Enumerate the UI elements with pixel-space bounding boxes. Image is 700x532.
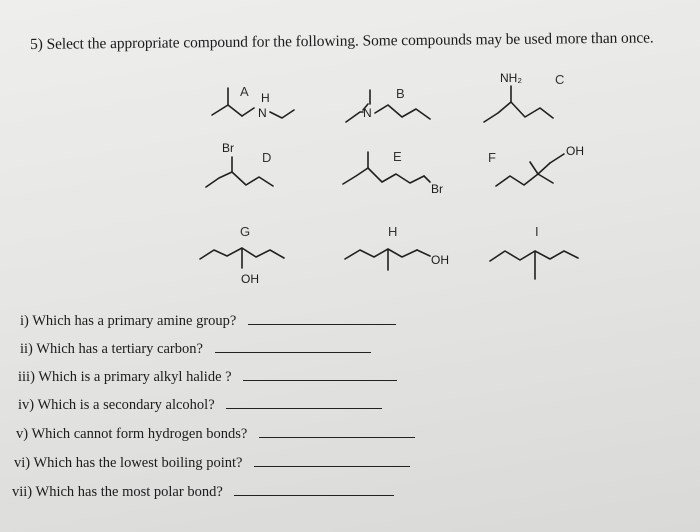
question-number: vii) [12, 484, 33, 500]
compound-i [490, 224, 578, 279]
compound-a-atom-n: N [258, 106, 267, 120]
question-text: Which has a primary amine group? [32, 313, 237, 329]
question-number: iv) [18, 397, 35, 413]
compound-b-bond [375, 105, 430, 119]
answer-blank[interactable] [226, 396, 382, 409]
compound-c-atom-nh2: NH₂ [500, 71, 522, 85]
compound-f [488, 144, 584, 186]
compound-b [346, 86, 430, 122]
compound-f-bond [538, 163, 550, 174]
question-text: Which is a primary alkyl halide ? [38, 369, 232, 385]
question-number: v) [16, 426, 29, 442]
compound-a [212, 84, 294, 120]
compound-b-atom-n: N [363, 106, 372, 120]
question-text: Which has a tertiary carbon? [36, 341, 203, 357]
compound-e-bond [424, 176, 430, 182]
question-6 [14, 454, 410, 472]
answer-blank[interactable] [215, 340, 371, 353]
answer-blank[interactable] [254, 454, 410, 467]
compound-h-label: H [388, 224, 398, 239]
answer-blank[interactable] [234, 483, 394, 496]
compound-a-bond [270, 110, 294, 118]
question-text: Which has the most polar bond? [35, 484, 223, 500]
compound-a-bond [242, 108, 254, 116]
question-1 [20, 312, 396, 330]
compound-e-label: E [393, 149, 402, 164]
compound-h [345, 224, 449, 270]
compound-h-atom-oh: OH [431, 253, 449, 267]
answer-blank[interactable] [259, 425, 415, 438]
compound-f-bond [496, 174, 553, 186]
compound-a-bond [212, 105, 242, 116]
question-number: i) [20, 313, 29, 329]
compound-a-atom-h: H [261, 91, 270, 105]
question-3 [18, 368, 397, 386]
question-7 [12, 483, 394, 501]
compound-f-label: F [488, 150, 496, 165]
compound-i-label: I [535, 224, 539, 239]
compound-d-bond [206, 172, 273, 187]
compound-c-label: C [555, 72, 565, 87]
compound-c [484, 71, 564, 122]
question-number: iii) [18, 369, 35, 385]
compound-h-bond [417, 250, 430, 256]
compound-g [200, 224, 284, 286]
compound-a-label: A [240, 84, 249, 99]
compound-g-atom-oh: OH [241, 272, 259, 286]
compound-i-bond [490, 251, 578, 261]
answer-blank[interactable] [243, 368, 397, 381]
compound-d-atom-br: Br [222, 141, 234, 155]
compound-e-bond [343, 168, 424, 184]
question-4 [18, 396, 382, 414]
question-number: ii) [20, 341, 33, 357]
compound-f-bond [530, 162, 538, 174]
compound-f-atom-oh: OH [566, 144, 584, 158]
compound-c-bond [484, 102, 553, 122]
question-2 [20, 340, 371, 358]
question-text: Which has the lowest boiling point? [33, 455, 243, 471]
question-5 [16, 425, 415, 443]
compound-f-bond [550, 154, 564, 163]
compound-b-label: B [396, 86, 405, 101]
question-number: vi) [14, 455, 31, 471]
compound-g-label: G [240, 224, 251, 239]
compound-e [343, 149, 443, 196]
compound-d-label: D [262, 150, 272, 165]
problem-title: 5) Select the appropriate compound for the following. Some compounds may be used more than once. [30, 29, 654, 53]
compound-d [206, 141, 273, 187]
compound-e-atom-br: Br [431, 182, 443, 196]
compound-b-bond [346, 112, 363, 122]
answer-blank[interactable] [248, 312, 396, 325]
compound-h-bond [345, 249, 417, 259]
question-text: Which is a secondary alcohol? [37, 397, 215, 413]
question-text: Which cannot form hydrogen bonds? [31, 426, 248, 442]
